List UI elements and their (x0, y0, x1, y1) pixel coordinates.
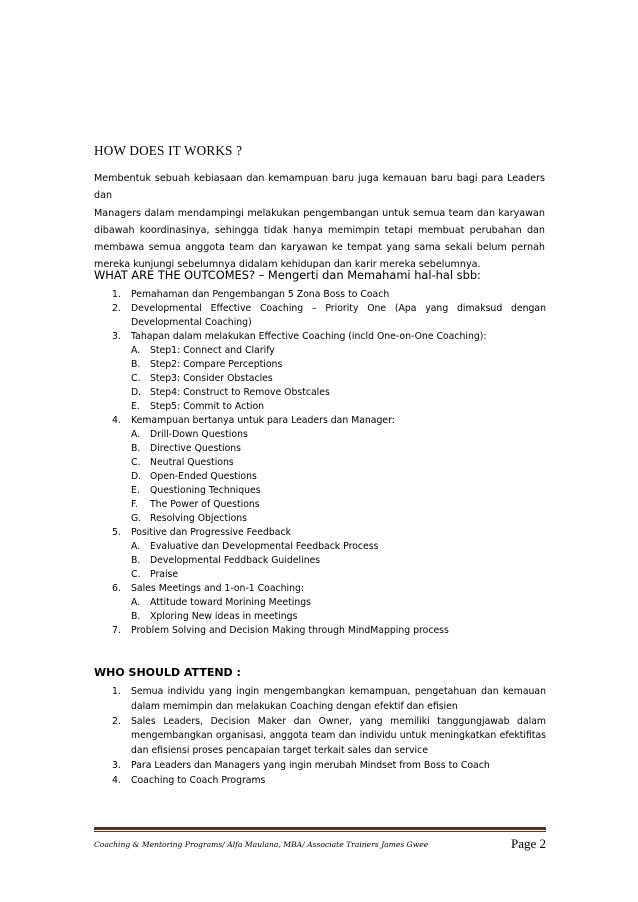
paragraph-line: membawa semua anggota team dan karyawan ke tempat yang sama sekali belum pernah (94, 242, 545, 254)
list-item-text: Drill-Down Questions (150, 429, 248, 440)
list-marker: A. (131, 345, 141, 356)
paragraph-line: dibawah koordinasinya, sehingga tidak hanya memimpin tetapi membuat perubahan dan (94, 224, 545, 236)
list-item-text: Developmental Effective Coaching – Priority One (Apa yang dimaksud dengan (131, 303, 546, 314)
list-item-text: Positive dan Progressive Feedback (131, 527, 291, 538)
list-item-text: Attitude toward Morining Meetings (150, 597, 311, 608)
list-marker: A. (131, 429, 141, 440)
list-item-text: Evaluative dan Developmental Feedback Process (150, 541, 379, 552)
list-item-text: Developmental Coaching) (131, 317, 252, 328)
list-item-text: dalam memimpin dan melakukan Coaching dengan efektif dan efisien (131, 700, 458, 712)
list-item-text: Xploring New ideas in meetings (150, 611, 298, 622)
page-number: Page 2 (510, 836, 546, 851)
list-marker: D. (131, 387, 142, 398)
list-item-text: Step2: Compare Perceptions (150, 359, 283, 370)
list-item-text: Pemahaman dan Pengembangan 5 Zona Boss to Coach (131, 289, 390, 300)
paragraph-line: Managers dalam mendampingi melakukan pengembangan untuk semua team dan karyawan (94, 207, 545, 219)
list-marker: 1. (112, 686, 121, 697)
list-marker: A. (131, 541, 141, 552)
section-how-paragraph (94, 170, 545, 274)
list-item-text: Para Leaders dan Managers yang ingin merubah Mindset from Boss to Coach (131, 760, 490, 771)
list-item-text: Step1: Connect and Clarify (150, 345, 275, 356)
list-item-text: Kemampuan bertanya untuk para Leaders dan Manager: (131, 415, 395, 426)
list-item-text: Step5: Commit to Action (150, 401, 265, 412)
list-item-text: Open-Ended Questions (150, 471, 257, 482)
list-item-text: Step4: Construct to Remove Obstcales (150, 387, 330, 398)
list-item-text: Coaching to Coach Programs (131, 774, 266, 786)
list-item-text: Sales Meetings and 1-on-1 Coaching: (131, 583, 305, 594)
list-item-text: dan efisiensi proses pencapaian target terkait sales dan service (131, 745, 428, 757)
list-marker: F. (131, 499, 138, 510)
footer-rule-thin (94, 831, 546, 832)
list-item-text: Questioning Techniques (150, 485, 261, 496)
list-marker: 5. (112, 527, 121, 538)
list-marker: E. (131, 401, 140, 412)
list-item-text: Problem Solving and Decision Making through MindMapping process (131, 625, 449, 636)
list-marker: B. (131, 611, 141, 622)
list-marker: 1. (112, 289, 121, 300)
list-marker: D. (131, 471, 142, 482)
footer-credit: Coaching & Mentoring Programs/ Alfa Maulana, MBA/ Associate Trainers James Gwee (94, 840, 429, 849)
list-item-text: Directive Questions (150, 443, 242, 454)
section-outcomes-title: WHAT ARE THE OUTCOMES? – Mengerti dan Memahami hal-hal sbb: (94, 268, 481, 282)
section-how-title: HOW DOES IT WORKS ? (94, 143, 243, 158)
list-marker: B. (131, 443, 141, 454)
list-marker: 2. (112, 715, 121, 727)
paragraph-line: Membentuk sebuah kebiasaan dan kemampuan baru juga kemauan baru bagi para Leaders dan (94, 173, 545, 202)
list-item-text: Resolving Objections (150, 513, 247, 524)
list-item-text: Semua individu yang ingin mengembangkan kemampuan, pengetahuan dan kemauan (131, 686, 546, 697)
list-marker: B. (131, 555, 141, 566)
list-marker: C. (131, 457, 141, 468)
list-marker: 4. (112, 774, 121, 786)
list-item-text: mengembangkan organisasi, anggota team dan individu untuk meningkatkan efektifitas (131, 730, 546, 742)
list-marker: 3. (112, 760, 121, 771)
list-item-text: Praise (150, 569, 179, 580)
list-marker: 7. (112, 625, 121, 636)
list-marker: 6. (112, 583, 121, 594)
list-marker: C. (131, 373, 141, 384)
list-item-text: The Power of Questions (150, 499, 260, 510)
list-item-text: Sales Leaders, Decision Maker dan Owner, yang memiliki tanggungjawab dalam (131, 715, 546, 727)
list-marker: G. (131, 513, 142, 524)
list-item-text: Neutral Questions (150, 457, 234, 468)
list-item-text: Step3: Consider Obstacles (150, 373, 273, 384)
footer-rule-thick (94, 827, 546, 830)
list-marker: E. (131, 485, 140, 496)
paragraph-line: mereka kunjungi sebelumnya didalam kehidupan dan karir mereka sebelumnya. (94, 259, 481, 271)
list-marker: 2. (112, 303, 121, 314)
list-item-text: Tahapan dalam melakukan Effective Coaching (incld One-on-One Coaching): (131, 331, 487, 342)
section-attend-title: WHO SHOULD ATTEND : (94, 666, 241, 679)
list-marker: 3. (112, 331, 121, 342)
list-item-text: Developmental Feddback Guidelines (150, 555, 321, 566)
list-marker: A. (131, 597, 141, 608)
list-marker: B. (131, 359, 141, 370)
list-marker: 4. (112, 415, 121, 426)
list-marker: C. (131, 569, 141, 580)
